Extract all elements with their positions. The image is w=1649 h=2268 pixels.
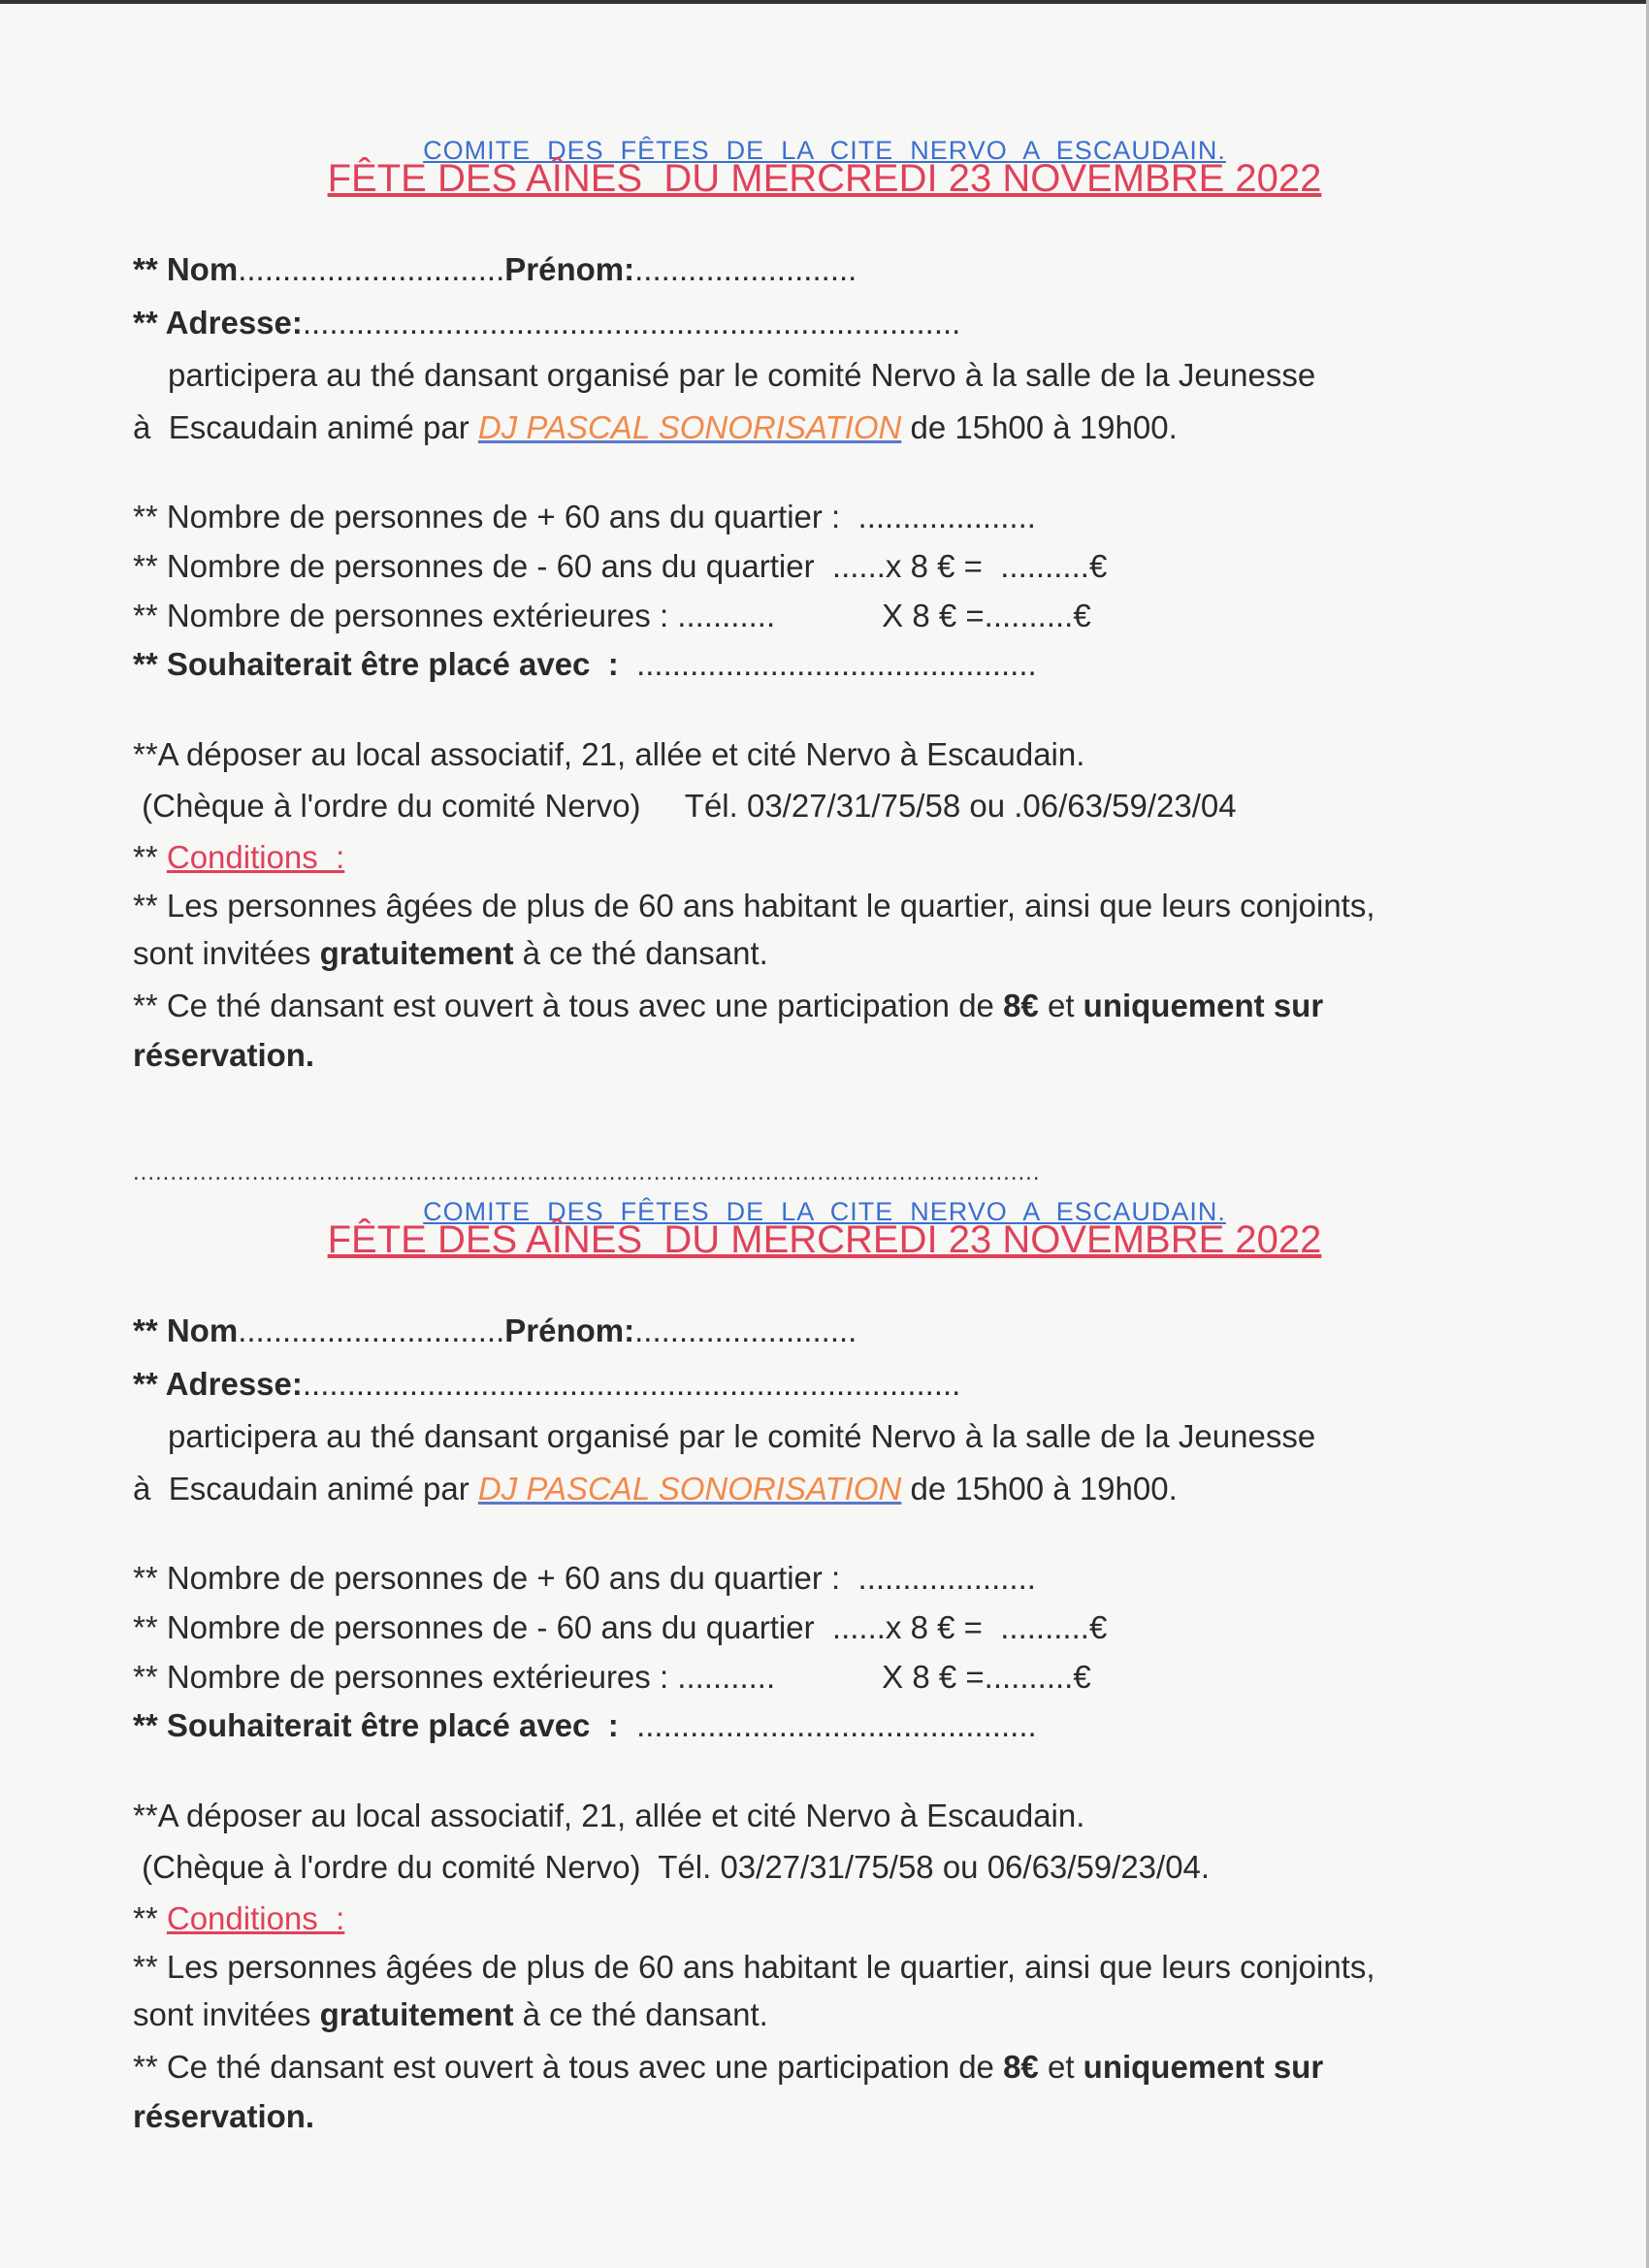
deposer: **A déposer au local associatif, 21, allée et cité Nervo à Escaudain. xyxy=(133,1798,1085,1833)
event-title xyxy=(0,159,1649,198)
cond3-d: uniquement sur xyxy=(1083,988,1324,1023)
conditions-heading xyxy=(133,838,344,877)
anime-prefix: à Escaudain animé par xyxy=(133,1471,478,1507)
anime-prefix: à Escaudain animé par xyxy=(133,409,478,445)
souhait-label: Souhaiterait être placé avec : xyxy=(166,1707,619,1743)
nom-label: ** Nom xyxy=(133,1312,239,1348)
cond-prefix: ** xyxy=(133,1900,167,1936)
drop-off-address-line xyxy=(133,735,1084,774)
souhait-label: Souhaiterait être placé avec : xyxy=(166,646,619,682)
animation-line xyxy=(133,1470,1178,1508)
cond3-b: 8€ xyxy=(1003,988,1039,1023)
seating-preference-line xyxy=(133,1706,1037,1745)
cond2-c: à ce thé dansant. xyxy=(513,1996,768,2032)
exterieures: ** Nombre de personnes extérieures : ........... X 8 € =..........€ xyxy=(133,598,1091,633)
nom-prenom-line xyxy=(133,250,857,289)
event-title xyxy=(0,1220,1649,1259)
moins60: ** Nombre de personnes de - 60 ans du quartier ......x 8 € = ..........€ xyxy=(133,548,1108,584)
nom-label: ** Nom xyxy=(133,251,239,287)
souhait-prefix: ** xyxy=(133,1707,167,1743)
conditions-label: Conditions : xyxy=(166,839,345,875)
condition-4-line xyxy=(133,1036,314,1075)
cond2-b: gratuitement xyxy=(319,935,514,971)
moins60: ** Nombre de personnes de - 60 ans du quartier ......x 8 € = ..........€ xyxy=(133,1609,1108,1645)
cheque: (Chèque à l'ordre du comité Nervo) Tél. 03/27/31/75/58 ou 06/63/59/23/04. xyxy=(133,1849,1211,1885)
adresse-line xyxy=(133,1365,960,1404)
cond-prefix: ** xyxy=(133,839,167,875)
condition-4-line xyxy=(133,2097,314,2136)
condition-1-line xyxy=(133,1948,1375,1987)
under-60-count-line xyxy=(133,547,1107,586)
cond3-c: et xyxy=(1038,988,1083,1023)
nom-prenom-line xyxy=(133,1312,857,1350)
cond1: ** Les personnes âgées de plus de 60 ans habitant le quartier, ainsi que leurs conjoints, xyxy=(133,888,1375,923)
souhait-dots: ............................................. xyxy=(618,1707,1037,1743)
over-60-count-line xyxy=(133,498,1036,536)
cut-line-separator: .......................................................................................................................... xyxy=(133,1159,1041,1185)
over-60-count-line xyxy=(133,1559,1036,1598)
event-title-text: FÊTE DES AÎNES DU MERCREDI 23 NOVEMBRE 2022 xyxy=(327,1218,1322,1261)
anime-suffix: de 15h00 à 19h00. xyxy=(901,409,1178,445)
souhait-dots: ............................................. xyxy=(618,646,1037,682)
anime-suffix: de 15h00 à 19h00. xyxy=(901,1471,1178,1507)
prenom-dots: ......................... xyxy=(634,1312,857,1348)
adresse-line xyxy=(133,304,960,342)
condition-2-line xyxy=(133,934,768,973)
participera: participera au thé dansant organisé par le comité Nervo à la salle de la Jeunesse xyxy=(168,1418,1316,1454)
external-count-line xyxy=(133,597,1091,635)
prenom-dots: ......................... xyxy=(634,251,857,287)
condition-2-line xyxy=(133,1995,768,2034)
adresse-label: ** Adresse: xyxy=(133,1366,303,1402)
coupon-section-1 xyxy=(0,131,1649,1101)
condition-1-line xyxy=(133,887,1375,925)
adresse-dots: .......................................................................... xyxy=(302,1366,961,1402)
nom-dots: .............................. xyxy=(238,1312,505,1348)
scan-edge xyxy=(0,0,1649,4)
deposer: **A déposer au local associatif, 21, allée et cité Nervo à Escaudain. xyxy=(133,736,1085,772)
adresse-dots: .......................................................................... xyxy=(302,305,961,340)
cond4: réservation. xyxy=(133,1037,315,1073)
cheque-phone-line xyxy=(133,1848,1210,1887)
coupon-section-2 xyxy=(0,1192,1649,2162)
dj-name: DJ PASCAL SONORISATION xyxy=(477,1471,902,1507)
drop-off-address-line xyxy=(133,1797,1084,1835)
cond3-a: ** Ce thé dansant est ouvert à tous avec une participation de xyxy=(133,2049,1004,2085)
under-60-count-line xyxy=(133,1608,1107,1647)
exterieures: ** Nombre de personnes extérieures : ........... X 8 € =..........€ xyxy=(133,1659,1091,1695)
condition-3-line xyxy=(133,2048,1323,2087)
participation-line xyxy=(168,356,1315,395)
seating-preference-line xyxy=(133,645,1037,684)
adresse-label: ** Adresse: xyxy=(133,305,303,340)
cond3-a: ** Ce thé dansant est ouvert à tous avec une participation de xyxy=(133,988,1004,1023)
event-title-text: FÊTE DES AÎNES DU MERCREDI 23 NOVEMBRE 2022 xyxy=(327,157,1322,200)
cond2-a: sont invitées xyxy=(133,1996,320,2032)
cond3-c: et xyxy=(1038,2049,1083,2085)
cond2-b: gratuitement xyxy=(319,1996,514,2032)
external-count-line xyxy=(133,1658,1091,1697)
cond1: ** Les personnes âgées de plus de 60 ans habitant le quartier, ainsi que leurs conjoints, xyxy=(133,1949,1375,1985)
dj-name: DJ PASCAL SONORISATION xyxy=(477,409,902,445)
cheque: (Chèque à l'ordre du comité Nervo) Tél. 03/27/31/75/58 ou .06/63/59/23/04 xyxy=(133,788,1237,824)
cond4: réservation. xyxy=(133,2098,315,2134)
condition-3-line xyxy=(133,987,1323,1025)
cond2-a: sont invitées xyxy=(133,935,320,971)
cheque-phone-line xyxy=(133,787,1237,826)
participera: participera au thé dansant organisé par le comité Nervo à la salle de la Jeunesse xyxy=(168,357,1316,393)
organizer-text: COMITE DES FÊTES DE LA CITE NERVO A ESCAUDAIN. xyxy=(423,1197,1226,1226)
cond3-b: 8€ xyxy=(1003,2049,1039,2085)
animation-line xyxy=(133,408,1178,447)
prenom-label: Prénom: xyxy=(504,1312,635,1348)
organizer-text: COMITE DES FÊTES DE LA CITE NERVO A ESCAUDAIN. xyxy=(423,136,1226,165)
plus60: ** Nombre de personnes de + 60 ans du quartier : .................... xyxy=(133,499,1036,535)
plus60: ** Nombre de personnes de + 60 ans du quartier : .................... xyxy=(133,1560,1036,1596)
cond2-c: à ce thé dansant. xyxy=(513,935,768,971)
prenom-label: Prénom: xyxy=(504,251,635,287)
nom-dots: .............................. xyxy=(238,251,505,287)
participation-line xyxy=(168,1417,1315,1456)
cond3-d: uniquement sur xyxy=(1083,2049,1324,2085)
souhait-prefix: ** xyxy=(133,646,167,682)
conditions-heading xyxy=(133,1899,344,1938)
conditions-label: Conditions : xyxy=(166,1900,345,1936)
